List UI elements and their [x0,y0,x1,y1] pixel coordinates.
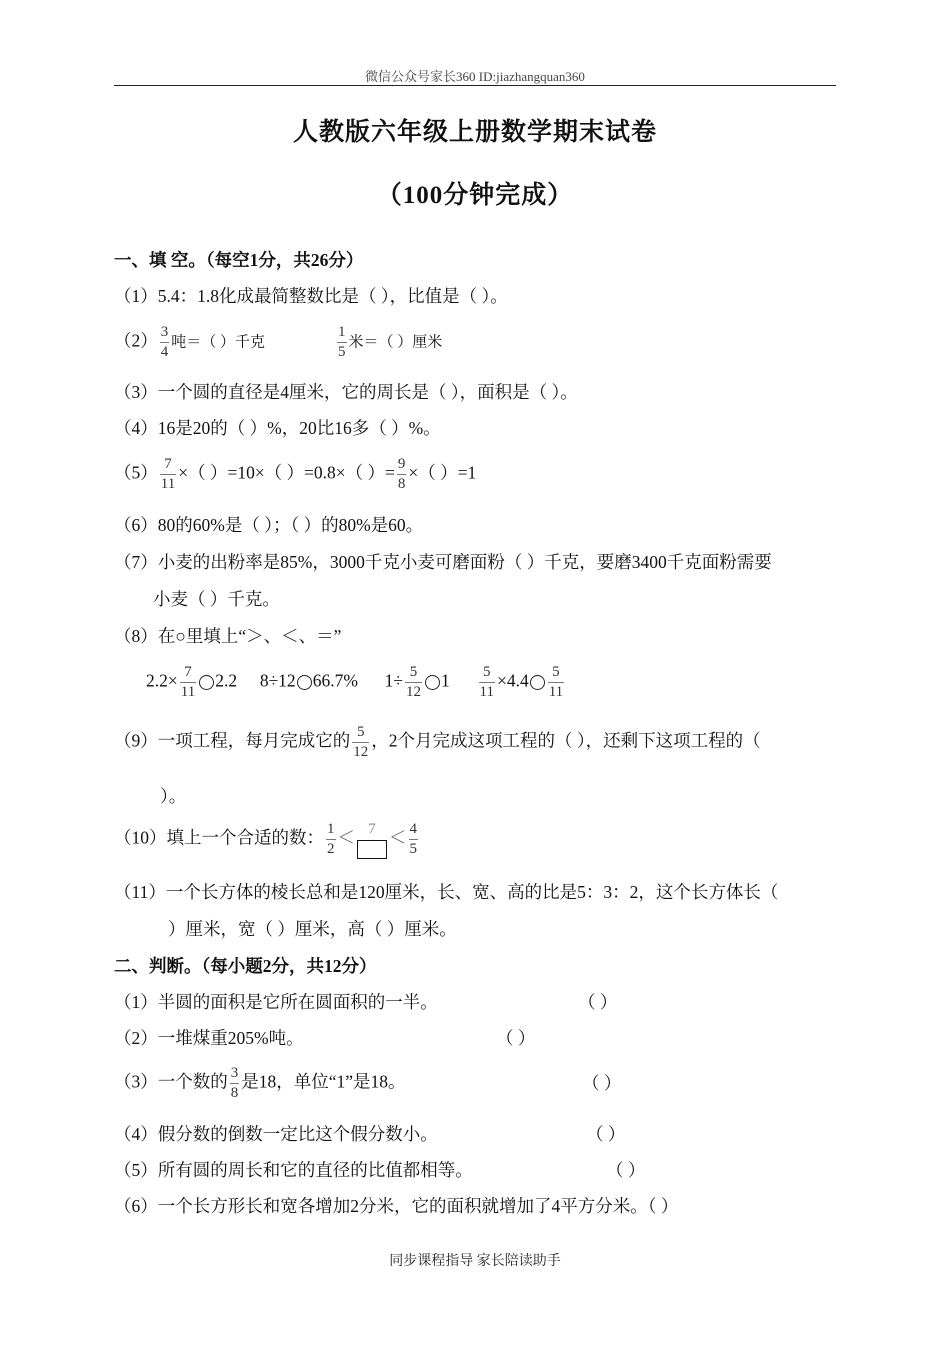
question-1-8: （8）在○里填上“＞、＜、＝” [114,626,342,646]
judge-1-text: （1）半圆的面积是它所在圆面积的一半。 [114,992,438,1012]
q9-prefix: （9）一项工程，每月完成它的 [114,730,351,751]
judge-6: （6）一个长方形长和宽各增加2分米，它的面积就增加了4平方分米。（ ） [114,1196,679,1216]
q8d-fraction-2 [548,663,564,702]
judge-4-bracket[interactable]: （ ） [586,1124,626,1144]
q8d-f2-den: 11 [548,684,564,700]
page-subtitle: （100分钟完成） [376,182,574,209]
q9-f-num: 5 [357,724,365,740]
question-1-11b: ）厘米，宽（ ）厘米，高（ ）厘米。 [168,919,457,939]
judge-3-f-den: 8 [230,1085,239,1101]
compare-circle-2[interactable] [297,675,312,690]
question-1-5 [114,455,476,494]
question-1-10 [114,820,420,859]
compare-circle-4[interactable] [530,675,545,690]
judge-3-bracket[interactable]: （ ） [582,1073,622,1093]
q2-fraction-2 [337,323,347,362]
q5-f1-num: 7 [164,456,172,472]
q9-post: ，2个月完成这项工程的（ ），还剩下这项工程的（ [371,730,761,751]
question-1-7a: （7）小麦的出粉率是85%，3000千克小麦可磨面粉（ ）千克，要磨3400千克面粉需要 [114,552,772,572]
judge-1 [114,990,438,1014]
q5-f1-den: 11 [160,476,176,492]
q2-f1-num: 3 [160,324,169,340]
q8c-f-den: 12 [406,684,421,700]
page-title: 人教版六年级上册数学期末试卷 [292,119,657,146]
q8c-f-num: 5 [409,664,418,680]
q5-prefix: （5） [114,462,158,483]
compare-circle-1[interactable] [199,675,214,690]
judge-3-fraction [230,1064,240,1103]
q8a-post: 2.2 [215,670,238,691]
q5-fraction-1 [160,455,176,494]
header-divider [114,85,836,86]
judge-1-bracket[interactable]: （ ） [578,992,618,1012]
q8a-fraction [180,663,196,702]
judge-5: （5）所有圆的周长和它的直径的比值都相等。 [114,1160,473,1180]
q8c-pre: 1÷ [384,670,403,691]
section1-heading: 一、填 空。（每空1分，共26分） [114,250,364,270]
q10-f3-num: 4 [409,821,417,837]
judge-3-prefix: （3）一个数的 [114,1071,228,1092]
q10-lt-1: ＜ [337,827,355,848]
q5-f2-den: 8 [397,476,406,492]
q5-f2-num: 9 [397,456,406,472]
q2-part-1: 吨＝（ ）千克 [171,334,266,351]
header-watermark: 微信公众号家长360 ID:jiazhangquan360 [365,69,585,84]
q5-fraction-2 [397,455,407,494]
question-1-3: （3）一个圆的直径是4厘米，它的周长是（ ），面积是（ ）。 [114,382,578,402]
q10-f3-den: 5 [409,841,417,857]
question-1-9b: ）。 [160,786,187,806]
q2-f2-num: 1 [338,324,346,340]
q9-fraction [352,723,369,762]
q8b: 8÷12 [259,670,296,691]
q10-fraction-1 [326,820,336,859]
q8a-f-num: 7 [184,664,192,680]
q8a-pre: 2.2× [146,670,178,691]
q8c-post: 1 [441,670,450,691]
question-1-2 [114,323,442,362]
question-1-6: （6）80的60%是（ ）；（ ）的80%是60。 [114,515,424,535]
q5-part-2: ×（ ）=1 [408,462,477,483]
q10-f2-num: 7 [368,821,376,837]
judge-3-post: 是18，单位“1”是18。 [241,1071,406,1092]
judge-4: （4）假分数的倒数一定比这个假分数小。 [114,1124,438,1144]
q10-f1-den: 2 [327,841,335,857]
q2-part-2: 米＝（ ）厘米 [348,334,443,351]
question-1-1: （1）5.4：1.8化成最简整数比是（ ），比值是（ ）。 [114,286,508,306]
judge-3 [114,1064,406,1103]
section2-heading: 二、判断。（每小题2分，共12分） [114,956,377,976]
question-1-11a: （11）一个长方体的棱长总和是120厘米，长、宽、高的比是5：3：2，这个长方体长（ [114,882,779,902]
q10-lt-2: ＜ [389,827,407,848]
q5-part-1: ×（ ）=10×（ ）=0.8×（ ）= [178,462,395,483]
q2-prefix: （2） [114,330,158,351]
q8d-fraction-1 [479,663,495,702]
answer-box[interactable] [357,840,387,859]
q2-f1-den: 4 [160,344,169,360]
q8d-f2-num: 5 [552,664,560,680]
judge-2: （2）一堆煤重205%吨。 [114,1028,304,1048]
question-1-7b: 小麦（ ）千克。 [153,589,280,609]
page-footer: 同步课程指导 家长陪读助手 [389,1254,561,1269]
q2-f2-den: 5 [338,344,346,360]
judge-3-f-num: 3 [230,1065,239,1081]
question-1-4: （4）16是20的（ ）%，20比16多（ ）%。 [114,418,441,438]
q8d-mid: ×4.4 [496,670,529,691]
q8d-f-den: 11 [479,684,494,700]
compare-circle-3[interactable] [425,675,440,690]
q2-fraction-1 [160,323,170,362]
q8b-post: 66.7% [312,670,358,691]
judge-2-bracket[interactable]: （ ） [496,1028,536,1048]
question-1-9a [114,723,761,762]
q10-f1-num: 1 [327,821,335,837]
judge-5-bracket[interactable]: （ ） [606,1160,646,1180]
q10-fraction-3 [409,820,419,859]
q10-prefix: （10）填上一个合适的数： [114,827,324,848]
q8d-f-num: 5 [482,664,491,680]
q8c-fraction [405,663,422,702]
question-1-8-items [146,663,566,702]
q8a-f-den: 11 [180,684,196,700]
q10-fraction-blank [357,820,387,859]
q9-f-den: 12 [353,744,369,760]
